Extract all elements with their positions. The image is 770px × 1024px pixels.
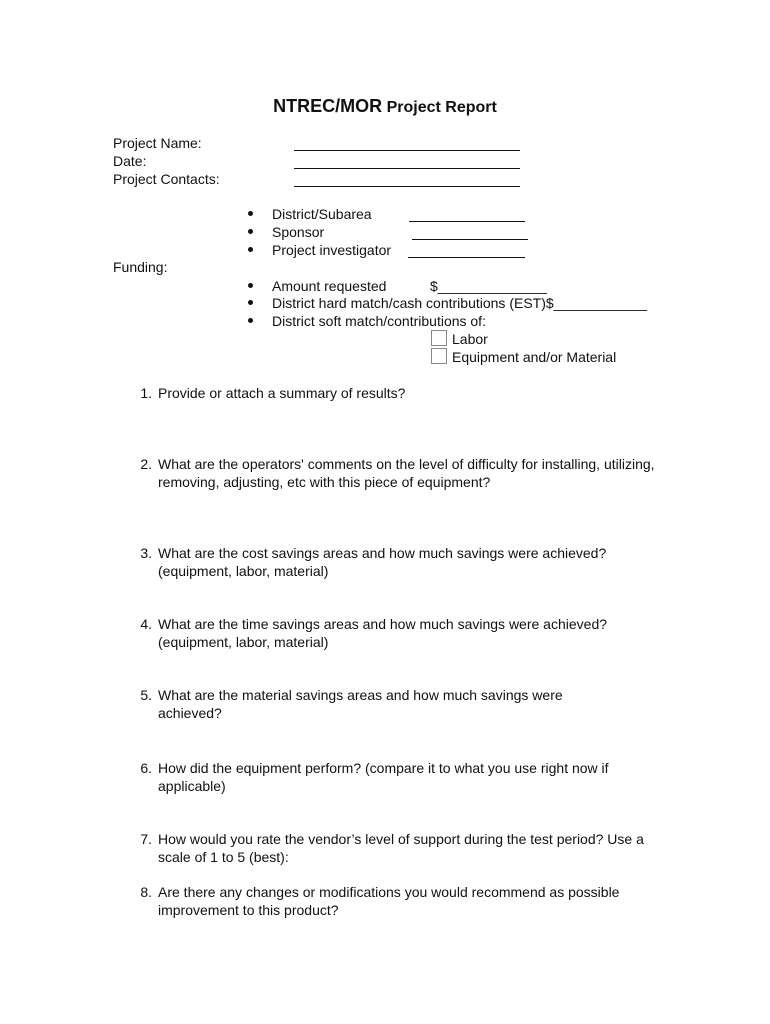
question-text: How did the equipment perform? (compare it to what you use right now if applicable) (158, 760, 609, 794)
project-name-label: Project Name: (113, 135, 202, 151)
question-number: 8. (140, 884, 152, 900)
question-number: 7. (140, 831, 152, 847)
bullet (248, 211, 253, 216)
bullet (248, 300, 253, 305)
question-number: 5. (140, 687, 152, 703)
equipment-material-checkbox[interactable] (431, 348, 447, 364)
question-text: How would you rate the vendor’s level of support during the test period? Use a scale of 1 to 5 (best): (158, 831, 644, 865)
bullet (248, 247, 253, 252)
district-subarea-label: District/Subarea (272, 206, 372, 222)
labor-label: Labor (452, 331, 488, 347)
question-text: What are the material savings areas and how much savings were achieved? (158, 687, 563, 721)
title-rest: Project Report (382, 99, 497, 116)
document-title (0, 95, 770, 119)
bullet (248, 318, 253, 323)
question-text: What are the operators' comments on the level of difficulty for installing, utilizing, removing, adjusting, etc with this piece of equipment? (158, 456, 655, 490)
hard-match-line[interactable]: District hard match/cash contributions (EST)$____________ (272, 295, 648, 311)
amount-requested-field[interactable]: $______________ (430, 278, 547, 294)
question-number: 3. (140, 545, 152, 561)
sponsor-field[interactable] (412, 239, 528, 240)
project-investigator-field[interactable] (408, 257, 525, 258)
district-subarea-field[interactable] (409, 221, 525, 222)
soft-match-label: District soft match/contributions of: (272, 313, 486, 329)
bullet (248, 283, 253, 288)
question-number: 4. (140, 616, 152, 632)
bullet (248, 229, 253, 234)
project-contacts-field[interactable] (294, 186, 520, 187)
date-label: Date: (113, 153, 147, 169)
question-text: Are there any changes or modifications you would recommend as possible improvement to this product? (158, 884, 620, 918)
date-field[interactable] (294, 168, 520, 169)
question-text: Provide or attach a summary of results? (158, 385, 406, 401)
project-name-field[interactable] (294, 150, 520, 151)
project-contacts-label: Project Contacts: (113, 171, 220, 187)
equipment-material-label: Equipment and/or Material (452, 349, 617, 365)
question-number: 2. (140, 456, 152, 472)
amount-requested-label: Amount requested (272, 278, 387, 294)
funding-label: Funding: (113, 259, 168, 275)
project-investigator-label: Project investigator (272, 242, 392, 258)
labor-checkbox[interactable] (431, 330, 447, 346)
question-text: What are the time savings areas and how much savings were achieved? (equipment, labor, material) (158, 616, 608, 650)
sponsor-label: Sponsor (272, 224, 325, 240)
question-number: 1. (140, 385, 152, 401)
question-text: What are the cost savings areas and how much savings were achieved? (equipment, labor, material) (158, 545, 607, 579)
title-bold-part: NTREC/MOR (273, 96, 383, 116)
question-number: 6. (140, 760, 152, 776)
